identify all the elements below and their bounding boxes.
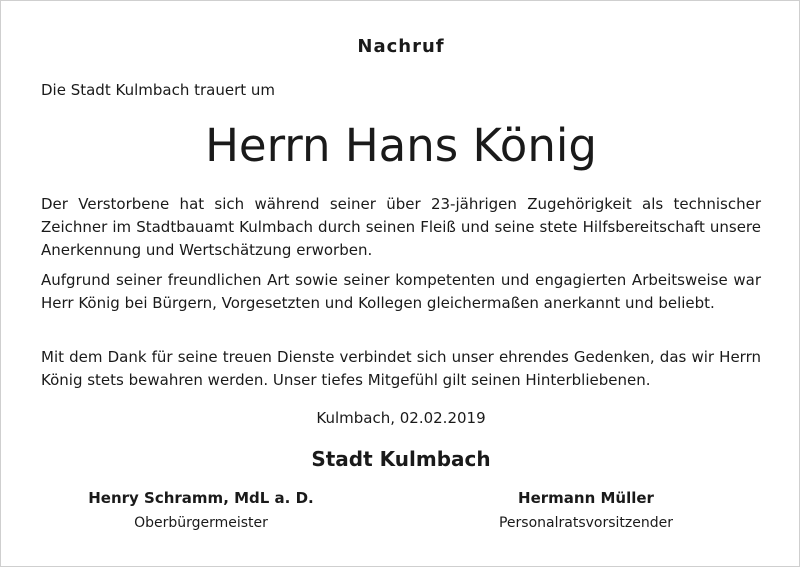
- notice-heading: Nachruf: [357, 36, 445, 57]
- intro-text: Die Stadt Kulmbach trauert um: [41, 81, 276, 99]
- signatory-name: Henry Schramm, MdL a. D.: [88, 489, 314, 507]
- signatory-role: Oberbürgermeister: [134, 515, 268, 531]
- organization-name: Stadt Kulmbach: [311, 447, 491, 471]
- paragraph-condolence: Mit dem Dank für seine treuen Dienste verbindet sich unser ehrendes Gedenken, das wir Herrn König stets bewahren werden. Unser tiefes Mitgefühl gilt seinen Hinterbliebenen.: [41, 348, 761, 389]
- paragraph-character: Aufgrund seiner freundlichen Art sowie seiner kompetenten und engagierten Arbeitsweise war Herr König bei Bürgern, Vorgesetzten und Kollegen gleichermaßen anerkannt und beliebt.: [41, 271, 761, 312]
- place-date: Kulmbach, 02.02.2019: [316, 409, 486, 427]
- signatory-mayor: [41, 487, 361, 534]
- signatory-role: Personalratsvorsitzender: [498, 515, 673, 531]
- signatory-council-chair: [426, 487, 746, 534]
- deceased-name: Herrn Hans König: [205, 119, 597, 172]
- paragraph-service: Der Verstorbene hat sich während seiner über 23-jährigen Zugehörigkeit als technischer Zeichner im Stadtbauamt Kulmbach durch seinen Fleiß und seine stete Hilfsbereitschaft unsere Anerkennung und Wertschätzung erworben.: [41, 195, 761, 259]
- signatory-name: Hermann Müller: [518, 489, 654, 507]
